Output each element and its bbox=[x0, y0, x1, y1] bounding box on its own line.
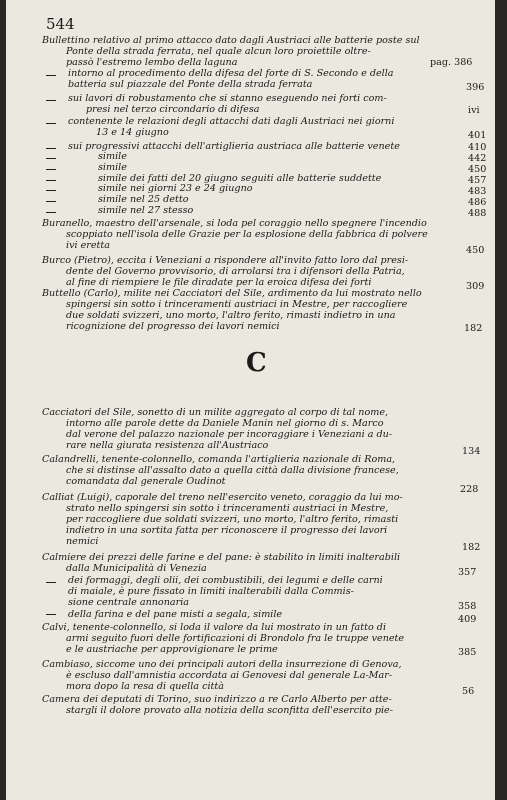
entry-line: Calandrelli, tenente-colonnello, comanda l'artiglieria nazionale di Roma, bbox=[42, 454, 396, 465]
page-ref: 182 bbox=[464, 323, 483, 334]
dash-mark bbox=[46, 100, 56, 101]
entry-line: sui lavori di robustamento che si stanno eseguendo nei forti com- bbox=[68, 93, 387, 104]
entry-line: intorno alle parole dette da Daniele Manin nel giorno di s. Marco bbox=[66, 418, 384, 429]
entry-line: ricognizione del progresso dei lavori nemici bbox=[66, 321, 280, 332]
page-ref: 396 bbox=[466, 82, 485, 93]
page-ref: 309 bbox=[466, 281, 485, 292]
entry-line: Cacciatori del Sile, sonetto di un milite aggregato al corpo di tal nome, bbox=[42, 407, 389, 418]
dash-mark bbox=[46, 180, 56, 181]
page-ref: 450 bbox=[468, 164, 487, 175]
entry-line: contenente le relazioni degli attacchi dati dagli Austriaci nei giorni bbox=[68, 116, 395, 127]
entry-line: 13 e 14 giugno bbox=[96, 127, 169, 138]
page-ref: 457 bbox=[468, 175, 487, 186]
entry-line: Buranello, maestro dell'arsenale, si loda pel coraggio nello spegnere l'incendio bbox=[42, 218, 427, 229]
entry-line: scoppiato nell'isola delle Grazie per la esplosione della fabbrica di polvere bbox=[66, 229, 428, 240]
dash-mark bbox=[46, 123, 56, 124]
page-number: 544 bbox=[46, 15, 75, 33]
entry-line: Calmiere dei prezzi delle farine e del pane: è stabilito in limiti inalterabili bbox=[42, 552, 401, 563]
page-ref: 450 bbox=[466, 245, 485, 256]
entry-line: mora dopo la resa di quella città bbox=[66, 681, 224, 692]
page-ref: 228 bbox=[460, 484, 479, 495]
entry-line: simile dei fatti del 20 giugno seguiti alle batterie suddette bbox=[98, 173, 382, 184]
entry-line: Bullettino relativo al primo attacco dato dagli Austriaci alle batterie poste sul bbox=[42, 35, 420, 46]
dash-mark bbox=[46, 201, 56, 202]
entry-line: ivi eretta bbox=[66, 240, 110, 251]
entry-line: comandata dal generale Oudinot bbox=[66, 476, 226, 487]
dash-mark bbox=[46, 614, 56, 615]
entry-line: e le austriache per approvigionare le prime bbox=[66, 644, 278, 655]
entry-line: simile nei giorni 23 e 24 giugno bbox=[98, 183, 253, 194]
entry-line: presi nel terzo circondario di difesa bbox=[86, 104, 260, 115]
section-letter: C bbox=[246, 348, 267, 378]
entry-line: sui progressivi attacchi dell'artiglieria austriaca alle batterie venete bbox=[68, 141, 400, 152]
page-ref: 358 bbox=[458, 601, 477, 612]
dash-mark bbox=[46, 75, 56, 76]
entry-line: Cambiaso, siccome uno dei principali autori della insurrezione di Genova, bbox=[42, 659, 402, 670]
entry-line: simile bbox=[98, 162, 127, 173]
entry-line: per raccogliere due soldati svizzeri, uno morto, l'altro ferito, rimasti bbox=[66, 514, 399, 525]
page-ref: 410 bbox=[468, 142, 487, 153]
entry-line: è escluso dall'amnistia accordata ai Genovesi dal generale La-Mar- bbox=[66, 670, 393, 681]
entry-line: Calliat (Luigi), caporale del treno nell'esercito veneto, coraggio da lui mo- bbox=[42, 492, 403, 503]
dash-mark bbox=[46, 582, 56, 583]
entry-line: di maiale, è pure fissato in limiti inalterabili dalla Commis- bbox=[68, 586, 354, 597]
entry-line: sione centrale annonaria bbox=[68, 597, 189, 608]
page-ref: 385 bbox=[458, 647, 477, 658]
page-ref: 483 bbox=[468, 186, 487, 197]
page-ref: 134 bbox=[462, 446, 481, 457]
entry-line: Ponte della strada ferrata, nel quale alcun loro proiettile oltre- bbox=[66, 46, 371, 57]
entry-line: rare nella giurata resistenza all'Austriaco bbox=[66, 440, 269, 451]
entry-line: armi seguito fuori delle fortificazioni di Brondolo fra le truppe venete bbox=[66, 633, 405, 644]
page-ref: 56 bbox=[462, 686, 475, 697]
entry-line: Calvi, tenente-colonnello, si loda il valore da lui mostrato in un fatto di bbox=[42, 622, 387, 633]
entry-line: dei formaggi, degli olii, dei combustibili, dei legumi e delle carni bbox=[68, 575, 383, 586]
dash-mark bbox=[46, 148, 56, 149]
entry-line: della farina e del pane misti a segala, simile bbox=[68, 609, 283, 620]
entry-line: strato nello spingersi sin sotto i trinceramenti austriaci in Mestre, bbox=[66, 503, 389, 514]
entry-line: indietro in una sortita fatta per riconoscere il progresso dei lavori bbox=[66, 525, 388, 536]
dash-mark bbox=[46, 169, 56, 170]
page-ref: 401 bbox=[468, 130, 487, 141]
dash-mark bbox=[46, 158, 56, 159]
entry-line: batteria sul piazzale del Ponte della strada ferrata bbox=[68, 79, 313, 90]
entry-line: simile nel 27 stesso bbox=[98, 205, 194, 216]
entry-line: simile bbox=[98, 151, 127, 162]
entry-line: che si distinse all'assalto dato a quella città dalla divisione francese, bbox=[66, 465, 399, 476]
entry-line: nemici bbox=[66, 536, 99, 547]
entry-line: dalla Municipalità di Venezia bbox=[66, 563, 207, 574]
entry-line: stargli il dolore provato alla notizia della sconfitta dell'esercito pie- bbox=[66, 705, 393, 716]
page-ref: 357 bbox=[458, 567, 477, 578]
page-ref: pag. 386 bbox=[430, 57, 473, 68]
entry-line: Camera dei deputati di Torino, suo indirizzo a re Carlo Alberto per atte- bbox=[42, 694, 392, 705]
page-ref: 488 bbox=[468, 208, 487, 219]
entry-line: passò l'estremo lembo della laguna bbox=[66, 57, 238, 68]
entry-line: dente del Governo provvisorio, di arrolarsi tra i difensori della Patria, bbox=[66, 266, 405, 277]
entry-line: due soldati svizzeri, uno morto, l'altro ferito, rimasti indietro in una bbox=[66, 310, 396, 321]
dash-mark bbox=[46, 190, 56, 191]
page-ref: 409 bbox=[458, 614, 477, 625]
page-ref: 442 bbox=[468, 153, 487, 164]
entry-line: Buttello (Carlo), milite nei Cacciatori del Sile, ardimento da lui mostrato nello bbox=[42, 288, 422, 299]
index-page bbox=[6, 0, 495, 800]
page-ref: 182 bbox=[462, 542, 481, 553]
entry-line: intorno al procedimento della difesa del forte di S. Secondo e della bbox=[68, 68, 394, 79]
entry-line: simile nel 25 detto bbox=[98, 194, 189, 205]
page-ref: 486 bbox=[468, 197, 487, 208]
entry-line: al fine di riempiere le file diradate per la eroica difesa dei forti bbox=[66, 277, 372, 288]
entry-line: Burco (Pietro), eccita i Veneziani a rispondere all'invito fatto loro dal presi- bbox=[42, 255, 409, 266]
entry-line: dal verone del palazzo nazionale per incoraggiare i Veneziani a du- bbox=[66, 429, 393, 440]
dash-mark bbox=[46, 212, 56, 213]
entry-line: spingersi sin sotto i trinceramenti austriaci in Mestre, per raccogliere bbox=[66, 299, 408, 310]
page-ref: ivi bbox=[468, 105, 480, 116]
